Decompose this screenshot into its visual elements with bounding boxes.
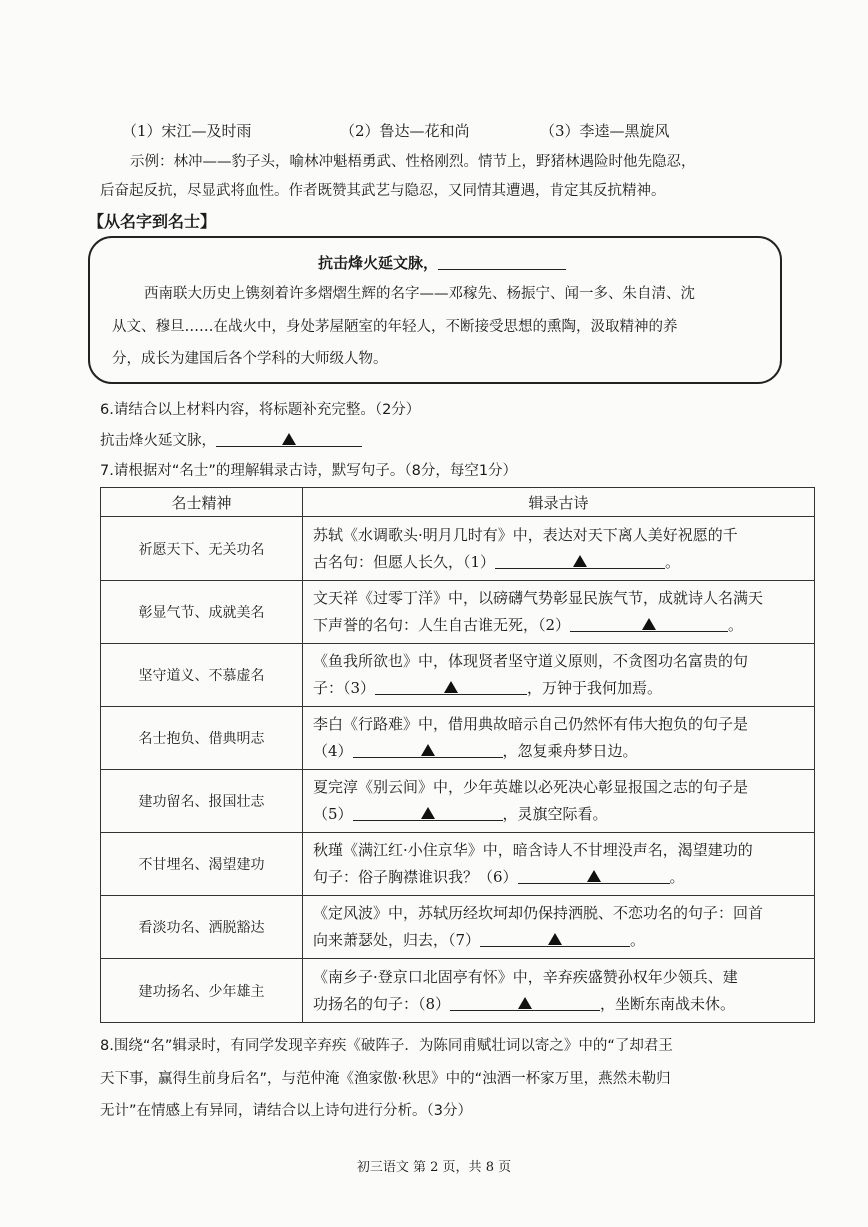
poem-text-after-blank: 。	[728, 616, 744, 634]
poem-line-2	[313, 801, 806, 828]
row-poem	[303, 581, 815, 644]
q8-line-1: 8.围绕“名”辑录时，有同学发现辛弃疾《破阵子．为陈同甫赋壮词以寄之》中的“了却君王	[100, 1038, 673, 1054]
table-row	[101, 581, 815, 644]
q8-line-3: 无计”在情感上有异同，请结合以上诗句进行分析。（3分）	[100, 1103, 472, 1119]
poem-line-2	[313, 549, 806, 576]
poem-line-1: 文天祥《过零丁洋》中，以磅礴气势彰显民族气节，成就诗人名满天	[313, 589, 764, 607]
example-line-2: 后奋起反抗，尽显武将血性。作者既赞其武艺与隐忍，又同情其遭遇，肯定其反抗精神。	[100, 183, 666, 199]
header-spirit: 名士精神	[101, 488, 303, 517]
row-poem	[303, 770, 815, 833]
poem-text-after-blank: 。	[669, 868, 685, 886]
row-spirit: 祈愿天下、无关功名	[101, 517, 303, 581]
answer-item-2: （2）鲁达—花和尚	[340, 122, 470, 140]
box-line-2: 从文、穆旦……在战火中，身处茅屋陋室的年轻人，不断接受思想的熏陶，汲取精神的养	[112, 319, 678, 335]
poem-text-before-blank: 功扬名的句子：（8）	[313, 994, 451, 1013]
poem-line-2	[313, 991, 806, 1018]
triangle-marker-icon	[421, 744, 435, 756]
q6-answer	[100, 430, 362, 452]
triangle-marker-icon	[642, 618, 656, 630]
poem-text-before-blank: 古名句：但愿人长久，（1）	[313, 552, 496, 571]
poem-text-before-blank: （5）	[313, 805, 353, 823]
poem-line-1: 秋瑾《满江红·小住京华》中，暗含诗人不甘埋没声名，渴望建功的	[313, 841, 753, 859]
answer-blank-3[interactable]	[375, 680, 527, 695]
q6-prompt: 6.请结合以上材料内容，将标题补充完整。（2分）	[100, 402, 421, 418]
poem-text-after-blank: 。	[630, 931, 646, 949]
q8-line-2: 天下事，赢得生前身后名”，与范仲淹《渔家傲·秋思》中的“浊酒一杯家万里，燕然未勒归	[100, 1071, 671, 1087]
table-row	[101, 770, 815, 833]
box-title-text: 抗击烽火延文脉，	[318, 254, 439, 272]
answer-blank-8[interactable]	[450, 996, 600, 1011]
box-line-3: 分，成长为建国后各个学科的大师级人物。	[112, 351, 388, 367]
poem-table	[100, 487, 815, 1023]
triangle-marker-icon	[587, 870, 601, 882]
poem-line-1: 李白《行路难》中，借用典故暗示自己仍然怀有伟大抱负的句子是	[313, 715, 749, 733]
q7-prompt: 7.请根据对“名士”的理解辑录古诗，默写句子。（8分，每空1分）	[100, 463, 518, 479]
box-line-1: 西南联大历史上镌刻着许多熠熠生辉的名字——邓稼先、杨振宁、闻一多、朱自清、沈	[144, 286, 695, 302]
table-row	[101, 833, 815, 896]
poem-line-1: 《定风波》中，苏轼历经坎坷却仍保持洒脱、不恋功名的句子：回首	[313, 904, 764, 922]
table-row	[101, 707, 815, 770]
example-line-1: 示例：林冲——豹子头，喻林冲魁梧勇武、性格刚烈。情节上，野猪林遇险时他先隐忍，	[130, 154, 696, 170]
poem-line-1: 《鱼我所欲也》中，体现贤者坚守道义原则，不贪图功名富贵的句	[313, 652, 749, 670]
poem-text-after-blank: ，坐断东南战未休。	[600, 994, 736, 1013]
row-spirit: 看淡功名、洒脱豁达	[101, 896, 303, 959]
table-row	[101, 517, 815, 581]
poem-line-2	[313, 738, 806, 765]
answer-blank-4[interactable]	[353, 743, 503, 758]
row-poem	[303, 833, 815, 896]
box-title-blank	[438, 255, 566, 270]
poem-line-1: 夏完淳《别云间》中，少年英雄以必死决心彰显报国之志的句子是	[313, 778, 749, 796]
poem-line-2	[313, 612, 806, 639]
poem-text-after-blank: 。	[665, 552, 681, 571]
triangle-marker-icon	[444, 681, 458, 693]
q6-answer-prefix: 抗击烽火延文脉，	[100, 433, 216, 449]
row-spirit: 不甘埋名、渴望建功	[101, 833, 303, 896]
row-spirit: 坚守道义、不慕虚名	[101, 644, 303, 707]
triangle-marker-icon	[518, 997, 532, 1009]
triangle-marker-icon	[573, 555, 587, 567]
triangle-marker-icon	[282, 433, 296, 445]
poem-text-before-blank: 子：（3）	[313, 679, 376, 697]
poem-text-after-blank: ，万钟于我何加焉。	[527, 679, 663, 697]
table-row	[101, 959, 815, 1023]
poem-text-before-blank: 向来萧瑟处，归去，（7）	[313, 931, 481, 949]
row-poem	[303, 644, 815, 707]
row-poem	[303, 896, 815, 959]
triangle-marker-icon	[548, 933, 562, 945]
answer-blank-6[interactable]	[518, 869, 670, 884]
poem-line-2	[313, 927, 806, 954]
row-poem	[303, 959, 815, 1023]
answer-blank-1[interactable]	[495, 554, 665, 569]
poem-line-1: 苏轼《水调歌头·明月几时有》中，表达对天下离人美好祝愿的千	[313, 525, 738, 544]
answer-item-3: （3）李逵—黑旋风	[540, 122, 670, 140]
poem-text-before-blank: （4）	[313, 742, 353, 760]
header-poems: 辑录古诗	[303, 488, 815, 517]
answer-blank-7[interactable]	[480, 932, 630, 947]
triangle-marker-icon	[421, 807, 435, 819]
row-spirit: 建功扬名、少年雄主	[101, 959, 303, 1023]
poem-line-1: 《南乡子·登京口北固亭有怀》中，辛弃疾盛赞孙权年少领兵、建	[313, 967, 738, 986]
poem-text-before-blank: 句子：俗子胸襟谁识我？（6）	[313, 868, 518, 886]
answer-blank-2[interactable]	[570, 617, 728, 632]
poem-line-2	[313, 864, 806, 891]
poem-line-2	[313, 675, 806, 702]
poem-text-before-blank: 下声誉的名句：人生自古谁无死，（2）	[313, 616, 571, 634]
row-spirit: 建功留名、报国壮志	[101, 770, 303, 833]
row-poem	[303, 707, 815, 770]
poem-text-after-blank: ，忽复乘舟梦日边。	[502, 742, 638, 760]
section-title: 【从名字到名士】	[88, 212, 217, 231]
q6-blank[interactable]	[216, 432, 362, 447]
box-title	[318, 252, 566, 274]
answer-blank-5[interactable]	[353, 806, 503, 821]
page-footer: 初三语文 第 2 页，共 8 页	[356, 1160, 512, 1175]
answer-item-1: （1）宋江—及时雨	[122, 122, 252, 140]
row-spirit: 彰显气节、成就美名	[101, 581, 303, 644]
row-spirit: 名士抱负、借典明志	[101, 707, 303, 770]
poem-text-after-blank: ，灵旗空际看。	[502, 805, 608, 823]
table-row	[101, 644, 815, 707]
table-row	[101, 896, 815, 959]
row-poem	[303, 517, 815, 581]
